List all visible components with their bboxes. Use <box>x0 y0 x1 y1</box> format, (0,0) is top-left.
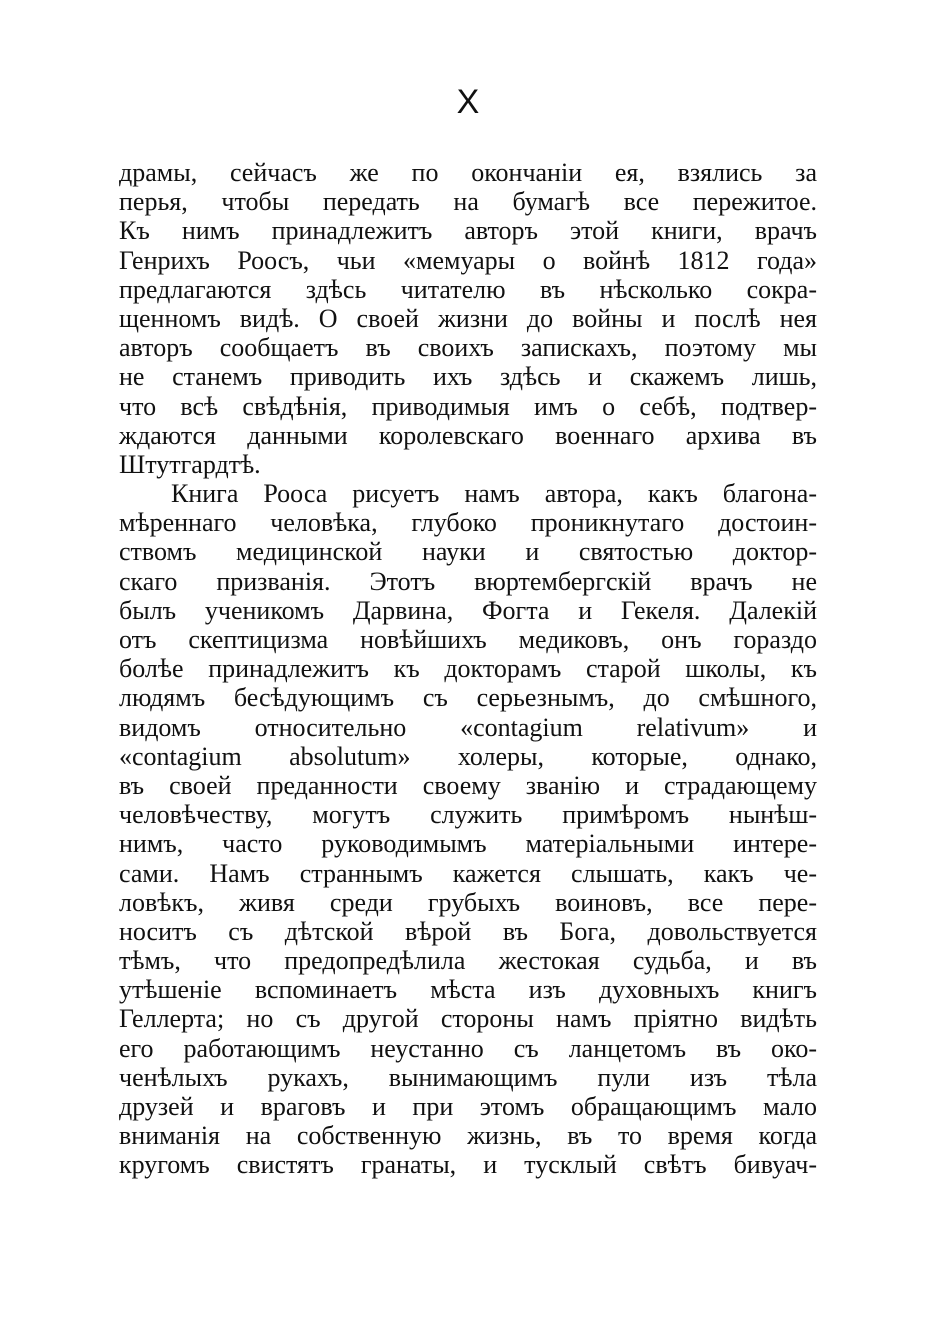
text-line: людямъ бесѣдующимъ съ серьезнымъ, до смѣшного, <box>119 683 817 713</box>
text-line: не станемъ приводить ихъ здѣсь и скажемъ лишь, <box>119 362 817 392</box>
paragraph-2 <box>119 479 817 1180</box>
text-line: кругомъ свистятъ гранаты, и тусклый свѣтъ бивуач- <box>119 1150 817 1180</box>
text-line: тѣмъ, что предопредѣлила жестокая судьба, и въ <box>119 946 817 976</box>
page-number: X <box>456 83 480 121</box>
text-line: Штутгардтѣ. <box>119 449 261 479</box>
text-line: вниманiя на собственную жизнь, въ то время когда <box>119 1121 817 1151</box>
text-line: нимъ, часто руководимымъ матерiальными интере- <box>119 829 817 859</box>
text-line: Къ нимъ принадлежитъ авторъ этой книги, врачъ <box>119 216 817 246</box>
text-line: предлагаются здѣсь читателю въ нѣсколько сокра- <box>119 274 817 304</box>
text-line: былъ ученикомъ Дарвина, Фогта и Гекеля. Далекiй <box>119 595 817 625</box>
text-line: друзей и враговъ и при этомъ обращающимъ мало <box>119 1092 817 1121</box>
text-line: что всѣ свѣдѣнiя, приводимыя имъ о себѣ, подтвер- <box>119 391 817 421</box>
text-line: въ своей преданности своему званiю и страдающему <box>119 770 817 800</box>
text-line: мѣреннаго человѣка, глубоко проникнутаго достоин- <box>119 508 817 538</box>
text-line: скаго призванiя. Этотъ вюртембергскiй врачъ не <box>119 566 817 596</box>
text-line: авторъ сообщаетъ въ своихъ запискахъ, поэтому мы <box>119 333 817 363</box>
text-line: его работающимъ неустанно съ ланцетомъ въ око- <box>119 1033 817 1063</box>
text-line: «contagium absolutum» холеры, которые, однако, <box>119 741 817 771</box>
text-line: Геллерта; но съ другой стороны намъ прiятно видѣть <box>119 1004 817 1034</box>
text-line: щенномъ видѣ. О своей жизни до войны и послѣ нея <box>119 303 817 333</box>
text-line: перья, чтобы передать на бумагѣ все пережитое. <box>119 187 817 217</box>
text-line: ловѣкъ, живя среди грубыхъ воиновъ, все пере- <box>119 887 817 917</box>
body-text <box>119 158 817 1180</box>
text-line: ствомъ медицинской науки и святостью доктор- <box>119 537 817 567</box>
text-line: носитъ съ дѣтской вѣрой въ Бога, довольствуется <box>119 916 817 946</box>
text-line: болѣе принадлежитъ къ докторамъ старой школы, къ <box>119 654 817 684</box>
text-line: утѣшенiе вспоминаетъ мѣста изъ духовныхъ книгъ <box>119 975 817 1005</box>
paragraph-1 <box>119 158 817 479</box>
text-line: видомъ относительно «contagium relativum» и <box>119 712 817 742</box>
text-line: сами. Намъ страннымъ кажется слышать, какъ че- <box>119 858 817 888</box>
text-line: Генрихъ Роосъ, чьи «мемуары о войнѣ 1812 года» <box>119 245 817 275</box>
text-line: ждаются данными королевскаго военнаго архива въ <box>119 420 817 450</box>
text-line: человѣчеству, могутъ служить примѣромъ нынѣш- <box>119 800 817 830</box>
text-line: драмы, сейчасъ же по окончанiи ея, взялись за <box>119 158 817 187</box>
text-line: Книга Рооса рисуетъ намъ автора, какъ благона- <box>171 479 817 509</box>
text-line: отъ скептицизма новѣйшихъ медиковъ, онъ гораздо <box>119 625 817 654</box>
text-line: ченѣлыхъ рукахъ, вынимающимъ пули изъ тѣла <box>119 1062 817 1092</box>
